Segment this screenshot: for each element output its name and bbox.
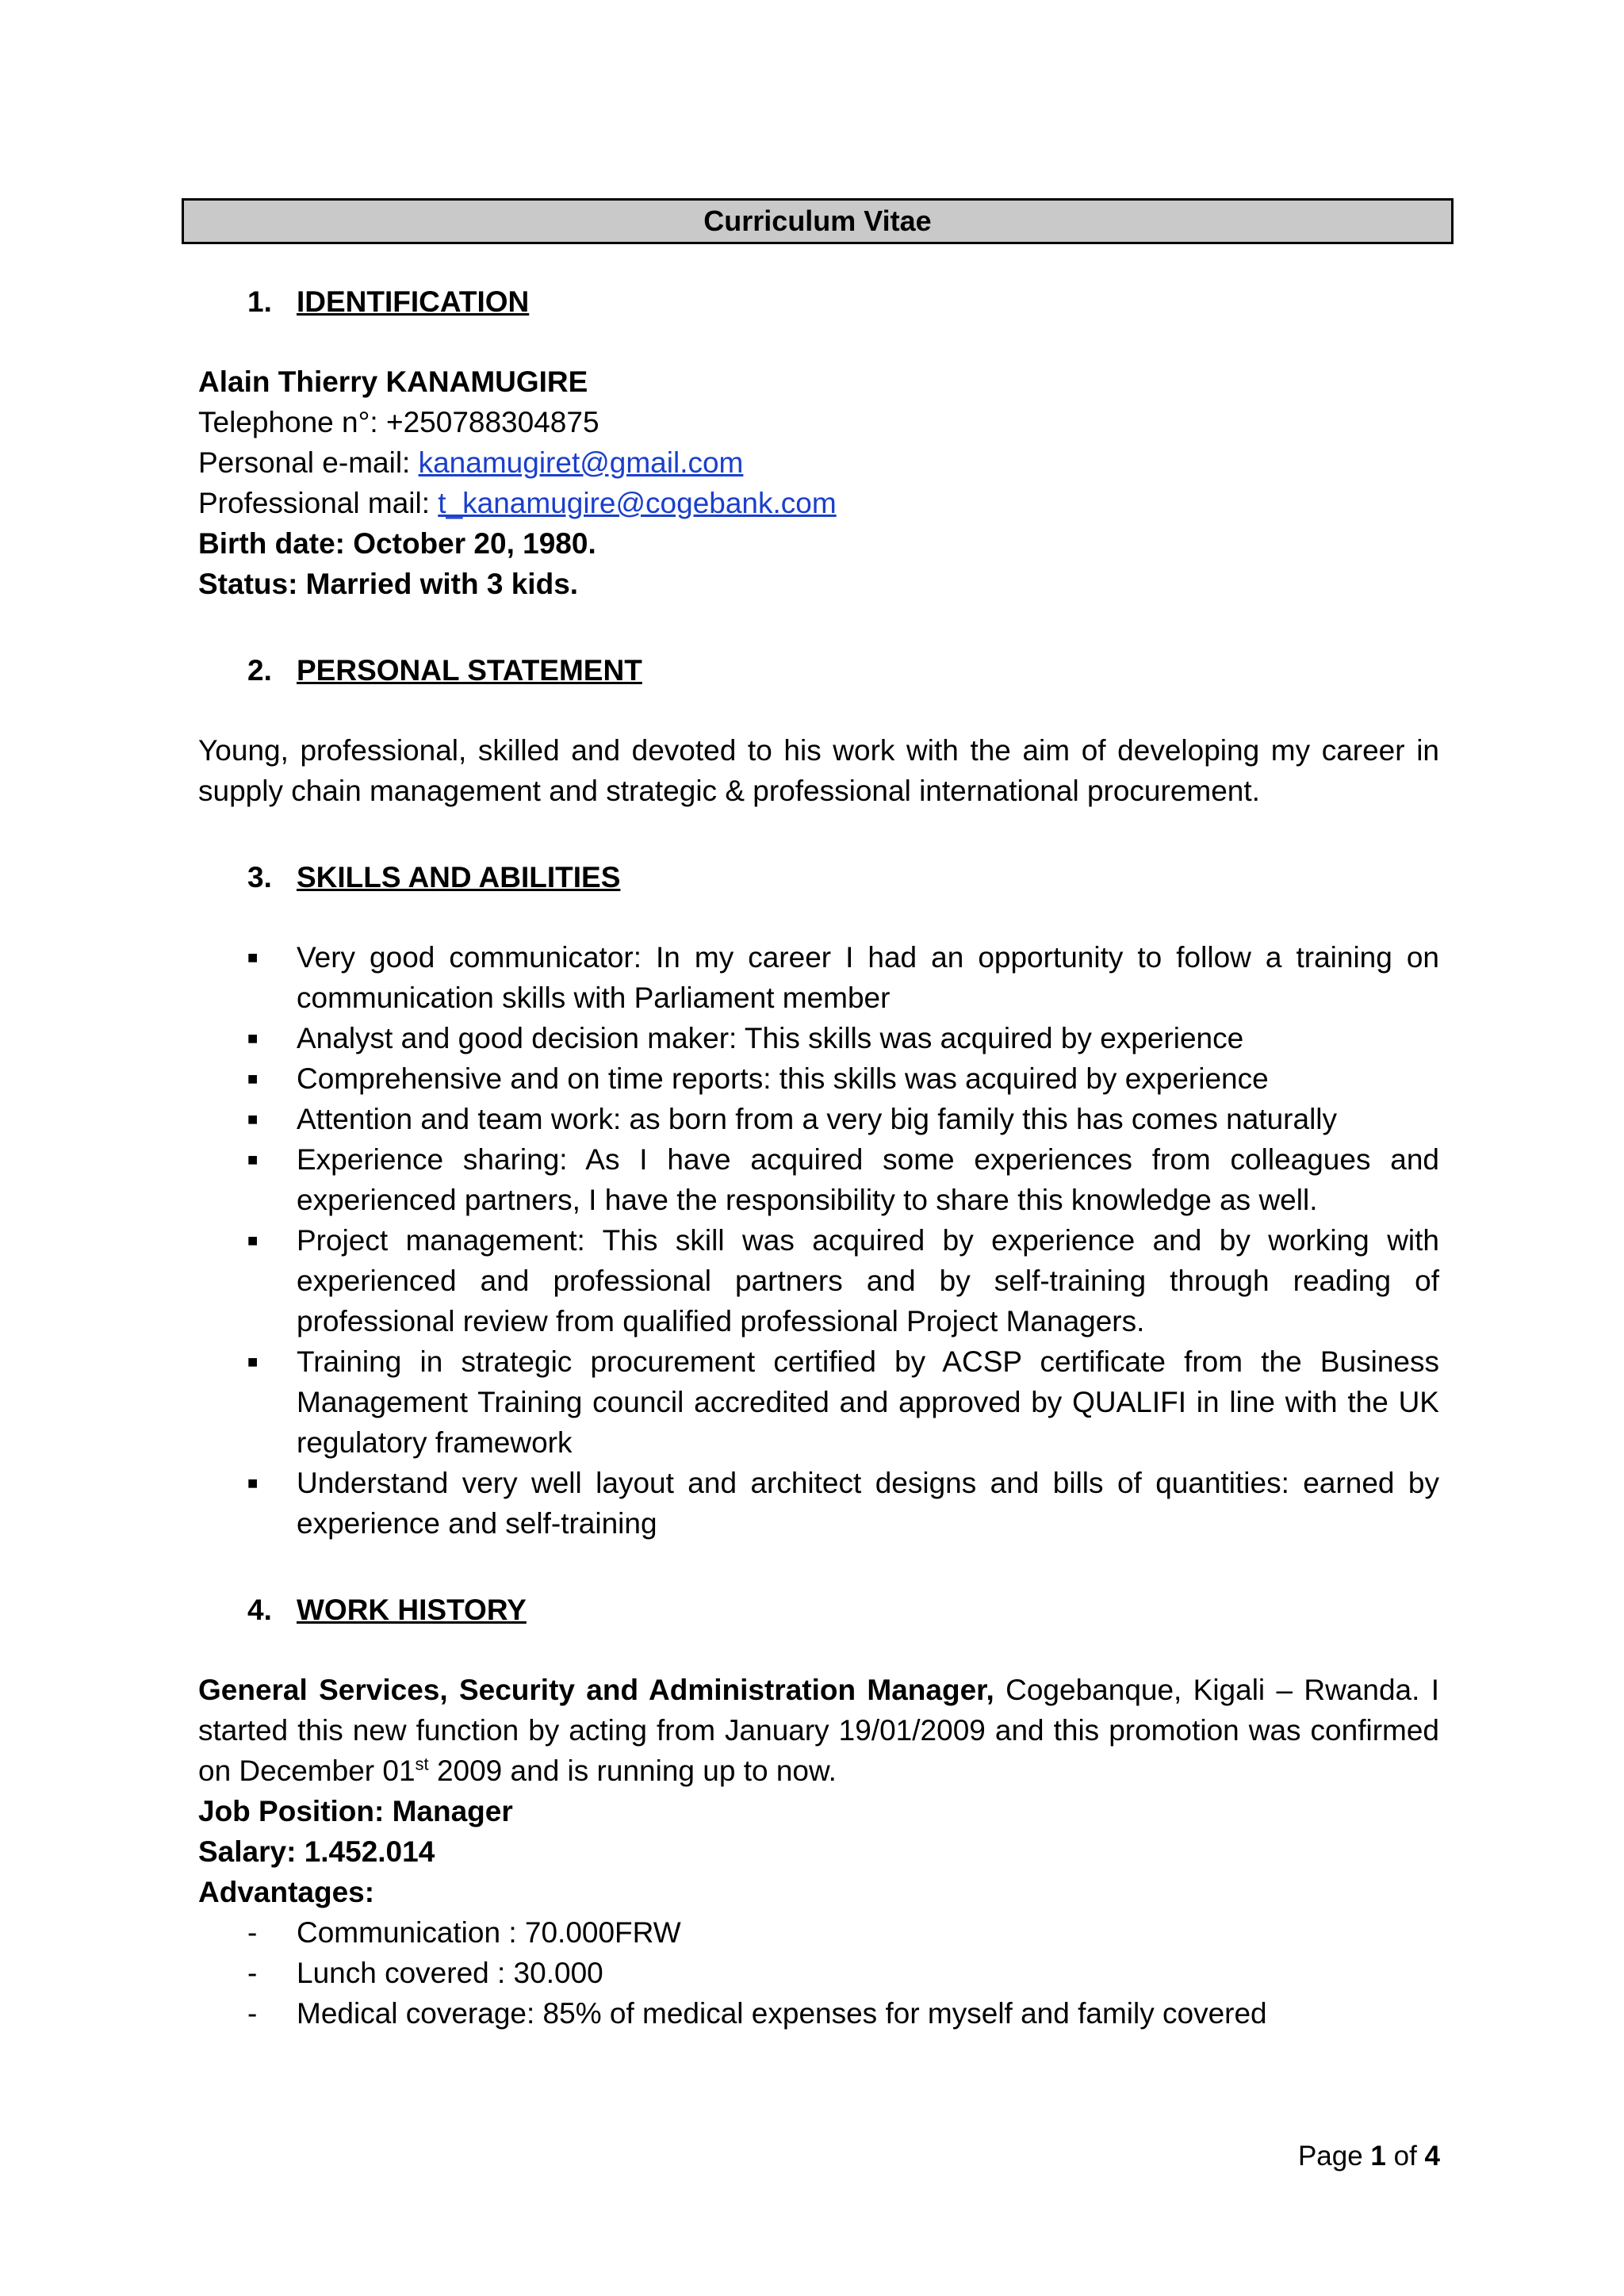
professional-email-link[interactable]: t_kanamugire@cogebank.com <box>438 487 837 519</box>
telephone-label: Telephone n°: <box>198 406 386 438</box>
list-item: ■ Analyst and good decision maker: This skills was acquired by experience <box>198 1018 1439 1058</box>
marital-status: Status: Married with 3 kids. <box>198 568 579 600</box>
dash-bullet: - <box>247 1957 258 1989</box>
statement-text: Young, professional, skilled and devoted to his work with the aim of developing my career in supply chain management and strategic & professional international procurement. <box>198 734 1439 807</box>
skills-heading <box>247 857 1439 897</box>
birth-date: Birth date: October 20, 1980. <box>198 527 596 560</box>
square-bullet-icon: ■ <box>247 1150 259 1169</box>
section-title: PERSONAL STATEMENT <box>297 654 642 687</box>
square-bullet-icon: ■ <box>247 1028 259 1048</box>
list-item: - Lunch covered : 30.000 <box>198 1953 1439 1993</box>
skills-list <box>198 937 1439 1544</box>
work-description <box>198 1670 1439 1791</box>
square-bullet-icon: ■ <box>247 947 259 967</box>
professional-email-label: Professional mail: <box>198 487 439 519</box>
telephone-value: +250788304875 <box>385 406 599 438</box>
statement-heading <box>247 650 1439 691</box>
list-item: - Communication : 70.000FRW <box>198 1912 1439 1953</box>
personal-email-line <box>198 442 1439 483</box>
square-bullet-icon: ■ <box>247 1352 259 1372</box>
work-heading <box>247 1590 1439 1630</box>
dash-bullet: - <box>247 1916 258 1949</box>
page-number: Page 1 of 4 <box>1297 2141 1440 2172</box>
personal-email-label: Personal e-mail: <box>198 446 419 479</box>
square-bullet-icon: ■ <box>247 1069 259 1089</box>
list-item: ■ Attention and team work: as born from a very big family this has comes naturally <box>198 1099 1439 1139</box>
square-bullet-icon: ■ <box>247 1109 259 1129</box>
professional-email-line <box>198 483 1439 523</box>
work-desc-b: 2009 and is running up to now. <box>428 1755 837 1787</box>
advantages-list <box>198 1912 1439 2034</box>
section-number: 1. <box>247 285 272 318</box>
work-role: General Services, Security and Administration Manager, <box>198 1674 994 1706</box>
list-item: - Medical coverage: 85% of medical expenses for myself and family covered <box>198 1993 1439 2034</box>
section-title: WORK HISTORY <box>297 1594 527 1626</box>
list-item: ■ Training in strategic procurement certified by ACSP certificate from the Business Management Training council accredited and approved by QUALIFI in line with the UK regulatory framework <box>198 1341 1439 1463</box>
salary: Salary: 1.452.014 <box>198 1835 435 1868</box>
work-desc-sup: st <box>415 1754 429 1774</box>
list-item: ■ Experience sharing: As I have acquired some experiences from colleagues and experienced partners, I have the responsibility to share this knowledge as well. <box>198 1139 1439 1220</box>
list-item: ■ Project management: This skill was acquired by experience and by working with experienced and professional partners and by self-training through reading of professional review from qualified professional Project Managers. <box>198 1220 1439 1341</box>
advantages-label: Advantages: <box>198 1876 375 1908</box>
list-item: ■ Understand very well layout and architect designs and bills of quantities: earned by experience and self-training <box>198 1463 1439 1544</box>
telephone-line <box>198 402 1439 442</box>
section-number: 3. <box>247 861 272 894</box>
section-title: IDENTIFICATION <box>297 285 530 318</box>
square-bullet-icon: ■ <box>247 1473 259 1493</box>
document-body <box>198 281 1439 2034</box>
dash-bullet: - <box>247 1997 258 2030</box>
section-number: 4. <box>247 1594 272 1626</box>
section-title: SKILLS AND ABILITIES <box>297 861 621 894</box>
job-position: Job Position: Manager <box>198 1795 513 1827</box>
square-bullet-icon: ■ <box>247 1230 259 1250</box>
personal-email-link[interactable]: kanamugiret@gmail.com <box>418 446 744 479</box>
full-name: Alain Thierry KANAMUGIRE <box>198 365 588 398</box>
list-item: ■ Very good communicator: In my career I had an opportunity to follow a training on communication skills with Parliament member <box>198 937 1439 1018</box>
list-item: ■ Comprehensive and on time reports: this skills was acquired by experience <box>198 1058 1439 1099</box>
identification-heading <box>247 281 1439 322</box>
section-number: 2. <box>247 654 272 687</box>
document-title: Curriculum Vitae <box>182 198 1454 244</box>
work-desc-a: Cogebanque, Kigali – Rwanda. I started this new function by acting from January 19/01/2009 and this promotion was confirmed on December 01 <box>198 1674 1440 1787</box>
